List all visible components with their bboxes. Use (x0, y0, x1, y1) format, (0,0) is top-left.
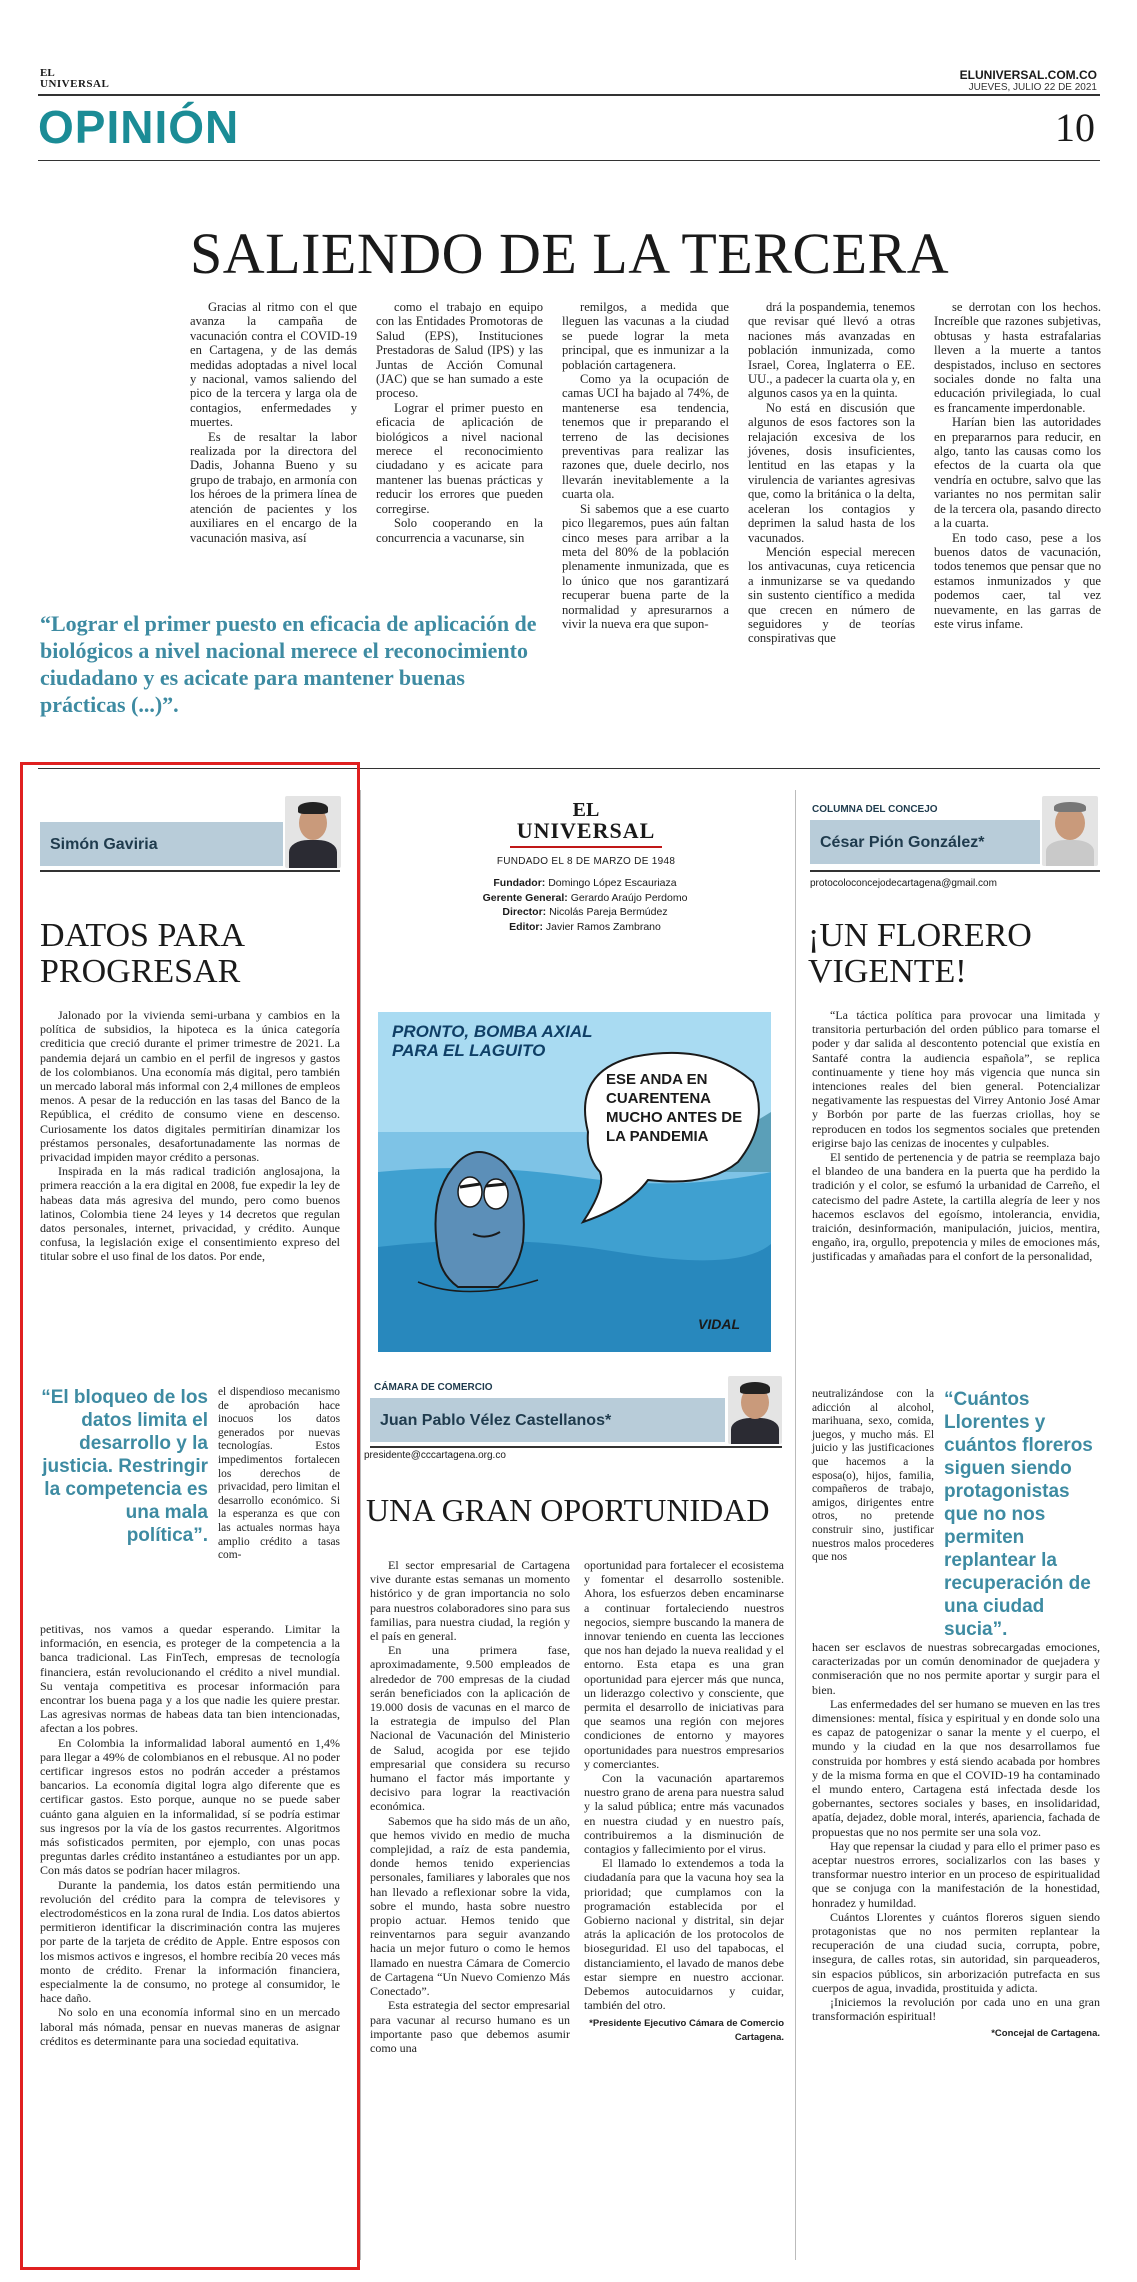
author-name-chamber: Juan Pablo Vélez Castellanos* (380, 1412, 612, 1429)
author-rule-left (40, 870, 340, 872)
center-logo-top: EL (572, 799, 600, 821)
editorial-paragraph: Lograr el primer puesto en eficacia de aplicación de biológicos a nivel nacional merece el reconocimiento ciudadano y es acicate para mantener las buenas prácticas y reducir los errores que pueden corregirse. (376, 400, 543, 516)
right-side-text: neutralizándose con la adicción al alcohol, marihuana, sexo, comida, juegos, y mucho más. El juicio y las justificaciones que hacemos a la esposa(o), hijos, familia, compañeros de trabajo, amigos, dirigentes entre otros, no pretende construir sino, justificar nuestros malos procederes que nos (812, 1388, 934, 1564)
staff-line: Editor: Javier Ramos Zambrano (509, 920, 661, 933)
cartoon-bubble: ESE ANDA EN CUARENTENA MUCHO ANTES DE LA PANDEMIA (606, 1071, 743, 1145)
left-paragraph: petitivas, nos vamos a quedar esperando. Limitar la información, en esencia, es proteger de la competencia a la banca tradicional. Las FinTech, empresas de tecnología financiera, están revolucionando el crédito a nivel mundial. Su ventaja competitiva es procesar información para encontrar los buena paga y a los que nadie les quiere prestar. Las agresivas normas de habeas data tan bien intencionadas, afectan a los pobres. (40, 1622, 340, 1736)
center-founded: FUNDADO EL 8 DE MARZO DE 1948 (496, 856, 676, 867)
section-rule (38, 160, 1100, 161)
right-footnote: *Concejal de Cartagena. (991, 2028, 1100, 2040)
masthead-date: JUEVES, JULIO 22 DE 2021 (968, 82, 1097, 93)
right-paragraph: Cuántos Llorentes y cuántos floreros siguen siendo protagonistas que no nos permiten replantear la recuperación de una ciudad sucia, corrupta, pobre, insegura, de calles rotas, sin autoridad, sin parqueaderos, sin espacios públicos, sin arborización putrefacta en sus cuerpos de agua, invadida, prostituida y adicta. (812, 1909, 1100, 1995)
chamber-email[interactable]: presidente@cccartagena.org.co (364, 1450, 506, 1461)
chamber-label: CÁMARA DE COMERCIO (374, 1382, 493, 1393)
chamber-title: UNA GRAN OPORTUNIDAD (366, 1492, 770, 1528)
left-title-line: DATOS PARA (40, 917, 246, 954)
left-column-divider (360, 790, 361, 2260)
cartoon-signature: VIDAL (698, 1316, 740, 1332)
left-paragraph: No solo en una economía informal sino en un mercado laboral más nómada, pensar en nuevas maneras de asignar créditos es determinante para una sociedad equitativa. (40, 2005, 340, 2048)
editorial-column-3 (562, 300, 729, 631)
chamber-paragraph: El llamado lo extendemos a toda la ciudadanía para que la vacuna hoy sea la prioridad; que cumplamos con la programación establecida por el Gobierno nacional y distrital, sin dejar atrás la aplicación de los protocolos de bioseguridad. El uso del tapabocas, el distanciamiento, el lavado de manos debe estar siempre en nuestro accionar. Debemos autocuidarnos y cuidar, también del otro. (584, 1856, 784, 2013)
editorial-paragraph: Mención especial merecen los antivacunas, cuya reticencia a inmunizarse se va quedando sin sustento científico a medida que crecen en número de seguidores y de teorías conspirativas que (748, 544, 915, 646)
right-paragraph: hacen ser esclavos de nuestras sobrecargadas emociones, caracterizadas por un común denominador de quejadera y conmiseración que no nos permite aportar y surgir para el bien. (812, 1640, 1100, 1697)
masthead-site[interactable]: ELUNIVERSAL.COM.CO (959, 68, 1097, 82)
chamber-paragraph: Esta estrategia del sector empresarial para vacunar al recurso humano es un importante paso que debemos asumir como una (370, 1998, 570, 2055)
council-email[interactable]: protocoloconcejodecartagena@gmail.com (810, 878, 997, 889)
left-side-text: el dispendioso mecanismo de aprobación hace inocuos los datos generados por nuevas tecnologías. Estos impedimentos fortalecen los derechos de privacidad, pero limitan el desarrollo económico. Si la esperanza es que con las actuales normas haya amplio crédito a tasas com- (218, 1386, 340, 1562)
right-pull-quote: “Cuántos Llorentes y cuántos floreros siguen siendo protagonistas que no nos permiten replantear la recuperación de una ciudad sucia”. (944, 1389, 1093, 1640)
right-article-title (808, 918, 1032, 990)
left-article-title (40, 918, 245, 990)
right-title-line: ¡UN FLORERO (808, 917, 1032, 954)
right-paragraph: “La táctica política para provocar una limitada y transitoria perturbación del orden público para tomarse el poder y dar salida al descontento potencial que existía en Santafé contra la audiencia española”, se replica continuamente y tiene hoy más vigencia que nunca sin intenciones reales del bien general. Potencializar negativamente las respuestas del Virrey Antonio José Amar y Borbón por parte de las fuerzas criollas, hoy se reproducen en todos los segmentos sociales que pretenden erigirse bajo las cenizas de inocentes y culpables. (812, 1008, 1100, 1150)
right-paragraph: Las enfermedades del ser humano se mueven en las tres dimensiones: mental, física y espiritual y en donde solo una es capaz de patogenizar o sanar la mente y el cuerpo, el mundo y la ciudad en la que nos desarrollamos fue construida por hombres y está siendo acabada por hombres y de la misma forma en que el COVID-19 ha contaminado el mundo entero, Cartagena está infectada desde los gobernantes, sectores sociales y bases, en insolidaridad, apatía, dejadez, doble moral, interés, apariencia, fachada de propuestas que no nos permite ser una sola voz. (812, 1696, 1100, 1839)
center-logo-bottom: UNIVERSAL (516, 818, 656, 843)
chamber-paragraph: oportunidad para fortalecer el ecosistema y fomentar el desarrollo sostenible. Ahora, los esfuerzos deben encaminarse a continuar fortaleciendo nuestros negocios, siempre buscando la manera de innovar teniendo en cuenta las lecciones que nos han dejado la nueva realidad y el entorno. Esta etapa es una gran oportunidad para ejercer más que nunca, un liderazgo colectivo y consciente, que permita el desarrollo de iniciativas para que seamos una región con mejores condiciones de entorno y mayores oportunidades para nuestros empresarios y comerciantes. (584, 1558, 784, 1771)
editorial-pull-quote: “Lograr el primer puesto en eficacia de aplicación de biológicos a nivel nacional merece el reconocimiento ciudadano y es acicate para mantener buenas prácticas (...)”. (40, 611, 537, 717)
left-paragraph: Inspirada en la más radical tradición anglosajona, la primera reacción a la era digital en 2008, fue expedir la ley de habeas data más agresiva del mundo, pero como buenos latinos, Colombia tiene 24 leyes y 14 decretos que regulan datos personales, internet, privacidad, y crédito. Aunque confusa, la legislación exige el consentimiento expreso del titular sobre el uso final de los datos. Por ende, (40, 1164, 340, 1264)
center-staff (420, 876, 750, 934)
section-title: OPINIÓN (38, 101, 240, 153)
editorial-paragraph: Harían bien las autoridades en prepararnos para reducir, en algo, tanto las causas como los efectos de la cuarta ola que vendría en octubre, salvo que las variantes no nos permitan salir de la tercera ola, pasando directo a la cuarta. (934, 415, 1101, 531)
editorial-paragraph: Solo cooperando en la concurrencia a vacunarse, sin (376, 516, 543, 545)
right-title-line: VIGENTE! (808, 953, 967, 990)
editorial-title: SALIENDO DE LA TERCERA (190, 221, 950, 286)
right-paragraph: ¡Iniciemos la revolución por cada uno en una gran transformación espiritual! (812, 1995, 1100, 2024)
editorial-paragraph: se derrotan con los hechos. Increíble que razones subjetivas, obtusas y hasta estrafalarias lleven a la muerte a tantos despistados, incluso en sectores sociales donde no falta una educación privilegiada, lo cual es francamente imperdonable. (934, 300, 1101, 415)
chamber-footnote: *Presidente Ejecutivo Cámara de Comercio Cartagena. (589, 2017, 784, 2043)
center-right-divider (795, 790, 796, 2260)
author-rule-chamber (370, 1446, 782, 1448)
masthead-logo-bottom: UNIVERSAL (40, 78, 110, 90)
editorial-paragraph: como el trabajo en equipo con las Entidades Promotoras de Salud (EPS), Instituciones Prestadoras de Salud (IPS) y las Juntas de Acción Comunal (JAC) que se han sumado a este proceso. (376, 300, 543, 401)
author-name-right: César Pión González* (820, 834, 985, 851)
editorial-column-1 (190, 300, 357, 545)
editorial-paragraph: No está en discusión que algunos de esos factores son la relajación excesiva de los jóvenes, dosis insuficientes, lentitud en las etapas y la virulencia de variantes agresivas que, como la británica o la delta, aceleran los contagios y deprimen la salud hasta de los vacunados. (748, 400, 915, 545)
chamber-col-2 (584, 1558, 784, 2045)
chamber-paragraph: Sabemos que ha sido más de un año, que hemos vivido en medio de mucha complejidad, a raíz de esta pandemia, donde hemos tenido experiencias personales, familiares y laborales que nos han llevado a reflexionar sobre la vida, sobre el mundo, hasta sobre nuestro propio actuar. Hemos tenido que reinventarnos para seguir avanzando hacia un mejor futuro o como le hemos llamado en nuestra Cámara de Comercio de Cartagena “Un Nuevo Comienzo Más Conectado”. (370, 1813, 570, 1999)
editorial-column-2 (376, 300, 543, 545)
author-name-left: Simón Gaviria (50, 836, 158, 853)
chamber-paragraph: En una primera fase, aproximadamente, 9.500 empleados de alrededor de 700 empresas de la ciudad serán beneficiados con la aplicación de 19.000 dosis de vacunas en el marco de la estrategia de impulso del Plan Nacional de Vacunación del Ministerio de Salud, acogida por ese tejido empresarial que considera su recurso humano el factor más importante y decisivo para lograr la reactivación económica. (370, 1643, 570, 1814)
editorial-paragraph: En todo caso, pese a los buenos datos de vacunación, todos tenemos que pensar que no estamos inmunizados y que podemos caer, tal vez nuevamente, en las garras de este virus infame. (934, 530, 1101, 631)
right-rest-text (812, 1640, 1100, 2042)
staff-line: Fundador: Domingo López Escauriaza (493, 877, 677, 889)
right-paragraph: El sentido de pertenencia y de patria se reemplaza bajo el blandeo de una bandera en la puerta que ha perdido la tradición y el color, se esfumó la urbanidad de Carreño, el catecismo del padre Astete, la cartilla alegría de leer y nos hacemos esclavos del egoísmo, intolerancia, envidia, traición, desinformación, manipulación, juicios, mentira, engaño, ira, orgullo, prepotencia y miles de emociones más, justificadas y amañadas para el confort de la personalidad, (812, 1150, 1100, 1264)
cartoon-illustration (378, 1012, 771, 1352)
editorial-paragraph: drá la pospandemia, tenemos que revisar qué llevó a otras naciones más avanzadas en población inmunizada, como Israel, Corea, Inglaterra o EE. UU., a padecer la cuarta ola y, en algunos casos ya en la quinta. (748, 300, 916, 401)
staff-line: Gerente General: Gerardo Araújo Perdomo (482, 891, 688, 904)
editorial-column-5 (934, 300, 1101, 631)
cartoon-caption: PRONTO, BOMBA AXIAL PARA EL LAGUITO (392, 1022, 593, 1060)
center-logo (506, 800, 666, 842)
right-intro-text (812, 1008, 1100, 1264)
center-logo-rule (510, 846, 662, 848)
editorial-paragraph: Si sabemos que a ese cuarto pico llegaremos, pues aún faltan cinco meses para arribar a la meta del 80% de la población plenamente inmunizada, que es lo único que nos garantizará recuperar buena parte de la normalidad y apresurarnos a vivir la nueva era que supon- (562, 501, 729, 631)
council-label: COLUMNA DEL CONCEJO (812, 804, 938, 815)
editorial-paragraph: Gracias al ritmo con el que avanza la campaña de vacunación contra el COVID-19 en Cartagena, y de las demás medidas adoptadas a nivel local y nacional, vamos saliendo del pico de la tercera y larga ola de contagios, enfermedades y muertes. (190, 300, 357, 430)
chamber-paragraph: Con la vacunación apartaremos nuestro grano de arena para nuestra salud y la salud pública; entre más vacunados en nuestra ciudad y en nuestro país, contribuiremos a la disminución de contagios y fallecimiento por el virus. (584, 1771, 784, 1857)
author-photo-chamber (728, 1376, 782, 1444)
editorial-paragraph: remilgos, a medida que lleguen las vacunas a la ciudad se puede lograr la meta principal, que es inmunizar a la población cartagenera. (562, 300, 729, 372)
left-title-line: PROGRESAR (40, 953, 241, 990)
editorial-paragraph: Como ya la ocupación de camas UCI ha bajado al 74%, de mantenerse esa tendencia, tenemos que ir preparando el terreno de las decisiones preventivas para realizar las razones que, duele decirlo, nos llevarán inevitablemente a la cuarta ola. (562, 372, 729, 502)
page-number: 10 (1055, 105, 1095, 150)
left-pull-quote: “El bloqueo de los datos limita el desarrollo y la justicia. Restringir la competencia es una mala política”. (41, 1387, 208, 1546)
author-photo-right (1042, 796, 1098, 866)
editorial-paragraph: Es de resaltar la labor realizada por la directora del Dadis, Johanna Bueno y su grupo de trabajo, en armonía con los héroes de la primera línea de atención de pacientes y los auxiliares en el encargo de la vacunación masiva, así (190, 429, 357, 545)
staff-line: Director: Nicolás Pareja Bermúdez (502, 906, 668, 918)
author-photo-left (285, 796, 341, 868)
left-paragraph: Durante la pandemia, los datos están permitiendo una revolución del crédito para la compra de televisores y electrodomésticos en la zona rural de India. Los datos abiertos permitieron identificar la discriminación contra las mujeres por parte de la tarjeta de crédito de Apple. Entre esposos con los mismos activos e ingresos, el hombre recibía 20 veces más monto de crédito. Frenar la información financiera, especialmente la de consumo, no protege al consumidor, le hace daño. (40, 1877, 340, 2006)
chamber-col-1 (370, 1558, 570, 2055)
right-paragraph: Hay que repensar la ciudad y para ello el primer paso es aceptar nuestros errores, socializarlos con las bases y transformar nuestro interior en un proceso de espiritualidad que se conjuga con la manifestación de la honestidad, honradez y humildad. (812, 1838, 1100, 1910)
masthead-rule (38, 94, 1100, 96)
left-paragraph: En Colombia la informalidad laboral aumentó en 1,4% para llegar a 49% de colombianos en el rebusque. Al no poder certificar ingresos estos no podrán acceder a préstamos bancarios. La economía digital logra algo diferente que es certificar gastos. Esto porque, aunque no se puede saber cuánto gana alguien en la informalidad, sí se podría estimar sus ingresos por la vía de los gastos recurrentes. Algoritmos más sofisticados permiten, por ejemplo, con unas pocas preguntas darles crédito instantáneo a estudiantes por un app. Con más datos se podrían hacer milagros. (40, 1735, 340, 1878)
left-intro-text (40, 1008, 340, 1264)
chamber-paragraph: El sector empresarial de Cartagena vive durante estas semanas un momento histórico y de gran importancia no solo para nuestros colaboradores sino para sus familias, para nuestra ciudad, la región y el país en general. (370, 1558, 570, 1644)
left-paragraph: Jalonado por la vivienda semi-urbana y cambios en la política de subsidios, la hipoteca es la única categoría crediticia que creció durante el primer trimestre de 2021. La pandemia dejará un cambio en el perfil de ingresos y gastos de los colombianos. Una economía más digital, pero también un mercado laboral más informal con 2,4 millones de empleos menos. A pesar de la reducción en las tasas del Banco de la República, el crédito de consumo viene en descenso. Curiosamente los datos digitales permitirían dinamizar los préstamos personales, desafortunadamente las normas de privacidad impiden mayor crédito a personas. (40, 1008, 340, 1165)
editorial-column-4 (748, 300, 915, 646)
author-rule-right (810, 870, 1100, 872)
masthead-logo-top: EL (40, 67, 55, 79)
left-rest-text (40, 1622, 340, 2048)
masthead-logo[interactable] (40, 68, 109, 90)
cartoon[interactable] (378, 1012, 771, 1352)
